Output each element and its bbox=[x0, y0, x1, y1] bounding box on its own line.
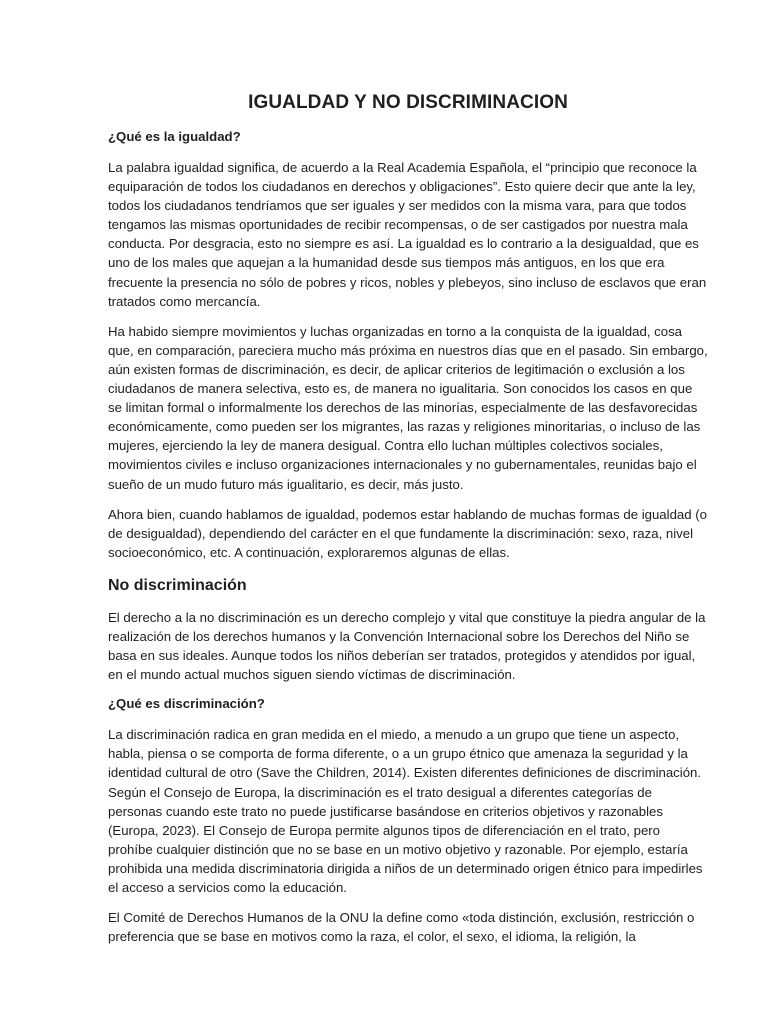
paragraph-formas-igualdad: Ahora bien, cuando hablamos de igualdad, podemos estar hablando de muchas formas de igualdad (o de desigualdad), dependiendo del carácter en el que fundamente la discriminación: sexo, raza, nivel socioeconómico, etc. A continuación, exploraremos algunas de ellas. bbox=[108, 506, 707, 560]
paragraph-definicion-discriminacion: La discriminación radica en gran medida en el miedo, a menudo a un grupo que tiene un aspecto, habla, piensa o se comporta de forma diferente, o a un grupo étnico que amenaza la seguridad y la identidad cultural de otro (Save the Children, 2014). Existen diferentes definiciones de discriminación. Según el Consejo de Europa, la discriminación es el trato desigual a diferentes categorías de personas cuando este trato no puede justificarse basándose en criterios objetivos y razonables (Europa, 2023). El Consejo de Europa permite algunos tipos de diferenciación en el trato, pero prohíbe cualquier distinción que no se base en un motivo objetivo y razonable. Por ejemplo, estaría prohibida una medida discriminatoria dirigida a niños de un determinado origen étnico para impedirles el acceso a servicios como la educación. bbox=[108, 727, 703, 895]
paragraph-derecho-no-discriminacion: El derecho a la no discriminación es un derecho complejo y vital que constituye la piedra angular de la realización de los derechos humanos y la Convención Internacional sobre los Derechos del Niño se basa en sus ideales. Aunque todos los niños deberían ser tratados, protegidos y atendidos por igual, en el mundo actual muchos siguen siendo víctimas de discriminación. bbox=[108, 609, 706, 683]
paragraph-definicion-igualdad: La palabra igualdad significa, de acuerdo a la Real Academia Española, el “principio que reconoce la equiparación de todos los ciudadanos en derechos y obligaciones”. Esto quiere decir que ante la ley, todos los ciudadanos tendríamos que ser iguales y ser medidos con la misma vara, para que todos tengamos las mismas oportunidades de recibir recompensas, o de ser castigados por nuestra mala conducta. Por desgracia, esto no siempre es así. La igualdad es lo contrario a la desigualdad, que es uno de los males que aquejan a la humanidad desde sus tiempos más antiguos, en los que era frecuente la presencia no sólo de pobres y ricos, nobles y plebeyos, sino incluso de esclavos que eran tratados como mercancía. bbox=[108, 160, 707, 309]
document-title: IGUALDAD Y NO DISCRIMINACION bbox=[248, 92, 568, 113]
question-heading-igualdad: ¿Qué es la igualdad? bbox=[108, 129, 241, 144]
question-heading-discriminacion: ¿Qué es discriminación? bbox=[108, 696, 265, 712]
paragraph-comite-onu: El Comité de Derechos Humanos de la ONU la define como «toda distinción, exclusión, restricción o preferencia que se base en motivos como la raza, el color, el sexo, el idioma, la religión, la bbox=[108, 910, 695, 945]
paragraph-movimientos-luchas: Ha habido siempre movimientos y luchas organizadas en torno a la conquista de la igualdad, cosa que, en comparación, pareciera mucho más próxima en nuestros días que en el pasado. Sin embargo, aún existen formas de discriminación, es decir, de aplicar criterios de legitimación o exclusión a los ciudadanos de manera selectiva, esto es, de manera no igualitaria. Son conocidos los casos en que se limitan formal o informalmente los derechos de las minorías, especialmente de las desfavorecidas económicamente, como pueden ser los migrantes, las razas y religiones minoritarias, o incluso de las mujeres, ejerciendo la ley de manera desigual. Contra ello luchan múltiples colectivos sociales, movimientos civiles e incluso organizaciones internacionales y no gubernamentales, reunidas bajo el sueño de un mudo futuro más igualitario, es decir, más justo. bbox=[108, 323, 708, 492]
section-heading-no-discriminacion: No discriminación bbox=[108, 576, 247, 594]
